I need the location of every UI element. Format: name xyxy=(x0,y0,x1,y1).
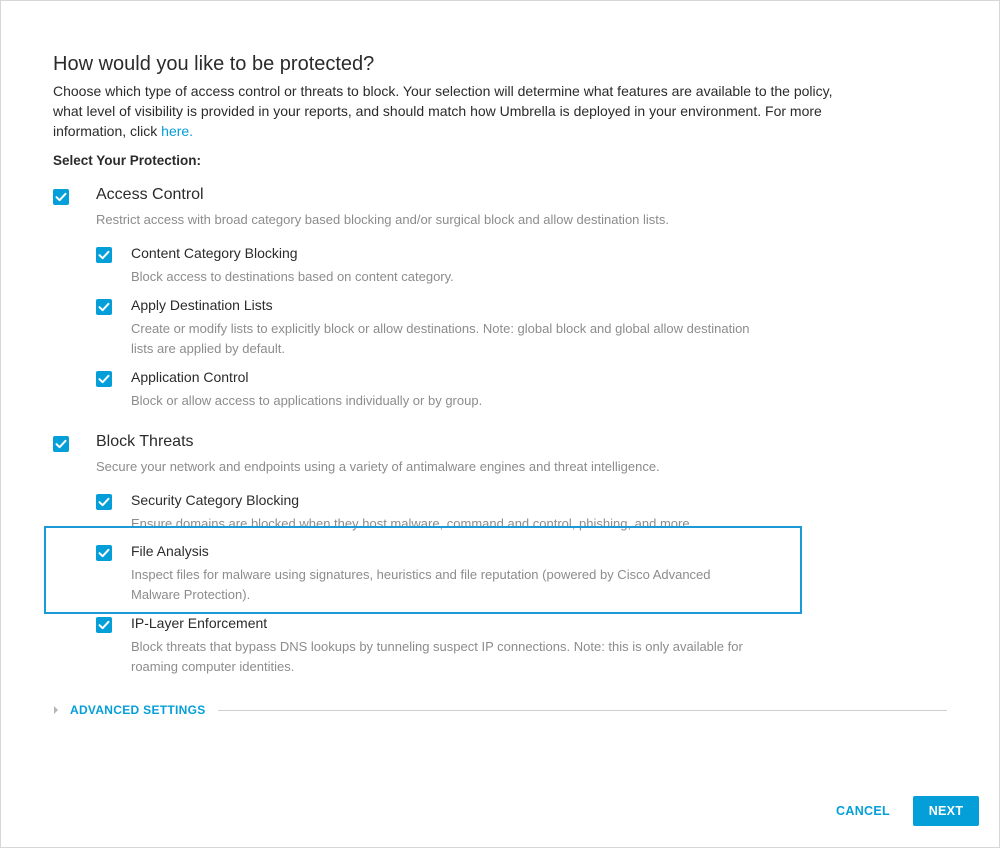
file-analysis-desc: Inspect files for malware using signatures, heuristics and file reputation (powered by Cisco Advanced Malware Protection). xyxy=(131,567,711,602)
file-analysis-title: File Analysis xyxy=(131,543,209,559)
checkmark-icon xyxy=(55,439,67,449)
checkmark-icon xyxy=(98,250,110,260)
security-category-blocking-desc: Ensure domains are blocked when they host malware, command and control, phishing, and more. xyxy=(131,516,694,531)
caret-right-icon xyxy=(54,706,58,714)
application-control-checkbox[interactable] xyxy=(96,371,112,387)
cancel-button[interactable]: CANCEL xyxy=(828,797,898,825)
checkmark-icon xyxy=(98,374,110,384)
access-control-desc: Restrict access with broad category based blocking and/or surgical block and allow destination lists. xyxy=(96,212,670,227)
security-category-blocking-title: Security Category Blocking xyxy=(131,492,300,508)
ip-layer-enforcement-title: IP-Layer Enforcement xyxy=(131,615,268,631)
page-title: How would you like to be protected? xyxy=(53,53,375,75)
advanced-settings-toggle[interactable] xyxy=(54,701,947,719)
security-category-blocking-checkbox[interactable] xyxy=(96,494,112,510)
access-control-title: Access Control xyxy=(96,186,204,203)
next-button[interactable]: NEXT xyxy=(913,796,979,826)
apply-destination-lists-checkbox[interactable] xyxy=(96,299,112,315)
divider xyxy=(218,710,947,711)
advanced-settings-label: ADVANCED SETTINGS xyxy=(70,703,206,717)
protection-wizard xyxy=(53,50,953,168)
checkmark-icon xyxy=(98,497,110,507)
block-threats-checkbox[interactable] xyxy=(53,436,69,452)
access-control-checkbox[interactable] xyxy=(53,189,69,205)
intro-body: Choose which type of access control or threats to block. Your selection will determine what features are available to the policy, what level of visibility is provided in your reports, and should match how Umbrella is deployed in your environment. For more information, click xyxy=(53,83,833,139)
checkmark-icon xyxy=(98,302,110,312)
apply-destination-lists-desc: Create or modify lists to explicitly block or allow destinations. Note: global block and global allow destination lists are applied by default. xyxy=(131,321,750,356)
content-category-blocking-checkbox[interactable] xyxy=(96,247,112,263)
file-analysis-highlight-box xyxy=(44,526,802,614)
application-control-title: Application Control xyxy=(131,369,249,385)
section-label: Select Your Protection: xyxy=(53,153,202,168)
checkmark-icon xyxy=(55,192,67,202)
content-category-blocking-desc: Block access to destinations based on content category. xyxy=(131,269,454,284)
apply-destination-lists-title: Apply Destination Lists xyxy=(131,297,273,313)
application-control-desc: Block or allow access to applications individually or by group. xyxy=(131,393,483,408)
more-info-link[interactable]: here. xyxy=(161,123,194,139)
ip-layer-enforcement-desc: Block threats that bypass DNS lookups by tunneling suspect IP connections. Note: this is only available for roaming computer identities. xyxy=(131,639,743,674)
block-threats-desc: Secure your network and endpoints using a variety of antimalware engines and threat intelligence. xyxy=(96,459,660,474)
block-threats-title: Block Threats xyxy=(96,433,194,450)
content-category-blocking-title: Content Category Blocking xyxy=(131,245,298,261)
checkmark-icon xyxy=(98,620,110,630)
intro-text xyxy=(53,81,853,141)
ip-layer-enforcement-checkbox[interactable] xyxy=(96,617,112,633)
